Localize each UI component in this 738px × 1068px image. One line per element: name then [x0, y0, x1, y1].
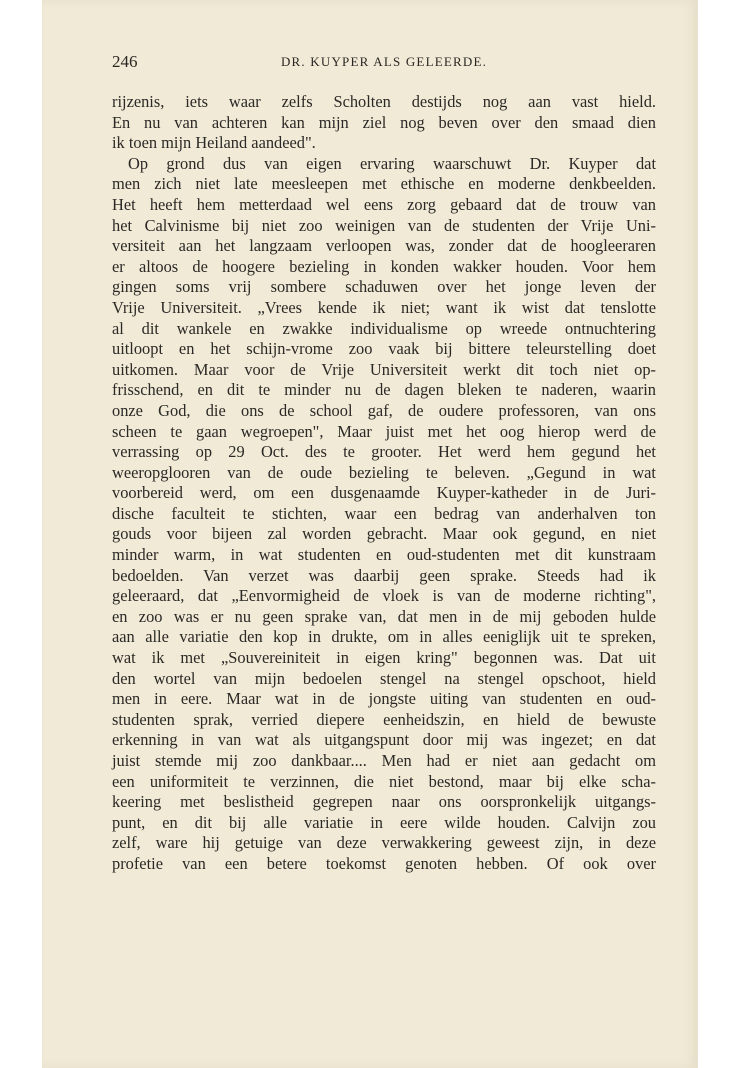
text-line: bedoelden. Van verzet was daarbij geen sprake. Steeds had ik: [112, 565, 656, 585]
text-line: versiteit aan het langzaam verloopen was, zonder dat de hoogleeraren: [112, 236, 656, 256]
text-line: En nu van achteren kan mijn ziel nog beven over den smaad dien: [112, 112, 656, 132]
text-line: onze God, die ons de school gaf, de oudere professoren, van ons: [112, 400, 656, 420]
text-line: ik toen mijn Heiland aandeed".: [112, 133, 316, 153]
text-line: een uniformiteit te verzinnen, die niet bestond, maar bij elke scha-: [112, 771, 656, 791]
text-line: uitkomen. Maar voor de Vrije Universiteit werkt dit toch niet op-: [112, 359, 656, 379]
text-line: frisschend, en dit te minder nu de dagen bleken te naderen, waarin: [112, 380, 656, 400]
text-line: uitloopt en het schijn-vrome zoo vaak bij bittere teleurstelling doet: [112, 339, 656, 359]
body-text: [112, 92, 656, 875]
text-line: juist stemde mij zoo dankbaar.... Men had er niet aan gedacht om: [112, 751, 656, 770]
text-line: den wortel van mijn bedoelen stengel na stengel opschoot, hield: [112, 668, 656, 688]
page-number: 246: [112, 52, 138, 71]
text-line: er altoos de hoogere bezieling in konden wakker houden. Voor hem: [112, 256, 656, 276]
text-line: het Calvinisme bij niet zoo weinigen van de studenten der Vrije Uni-: [112, 215, 656, 235]
text-line: verrassing op 29 Oct. des te grooter. Het werd hem gegund het: [112, 442, 656, 462]
text-line: weeropglooren van de oude bezieling te beleven. „Gegund in wat: [112, 462, 656, 482]
text-line: voorbereid werd, om een dusgenaamde Kuyper-katheder in de Juri-: [112, 483, 656, 503]
text-line: studenten sprak, verried diepere eenheidszin, en hield de bewuste: [112, 709, 656, 729]
text-line: Vrije Universiteit. „Vrees kende ik niet; want ik wist dat tenslotte: [112, 297, 656, 317]
running-title: DR. KUYPER ALS GELEERDE.: [280, 54, 488, 69]
text-line: Op grond dus van eigen ervaring waarschuwt Dr. Kuyper dat: [128, 153, 656, 173]
text-line: profetie van een betere toekomst genoten hebben. Of ook over: [112, 853, 656, 873]
text-line: dische faculteit te stichten, waar een bedrag van anderhalven ton: [112, 503, 656, 523]
text-line: geleeraard, dat „Eenvormigheid de vloek is van de moderne richting",: [112, 586, 656, 606]
text-line: gingen soms vrij sombere schaduwen over het jonge leven der: [112, 277, 656, 297]
text-line: minder warm, in wat studenten en oud-studenten met dit kunstraam: [112, 545, 656, 565]
text-line: keering met beslistheid gegrepen naar ons oorspronkelijk uitgangs-: [112, 792, 656, 812]
text-line: en zoo was er nu geen sprake van, dat men in de mij geboden hulde: [112, 606, 656, 626]
text-line: Het heeft hem metterdaad wel eens zorg gebaard dat de trouw van: [112, 194, 656, 214]
text-line: men in eere. Maar wat in de jongste uiting van studenten en oud-: [112, 689, 656, 709]
text-line: rijzenis, iets waar zelfs Scholten destijds nog aan vast hield.: [112, 92, 656, 111]
text-line: erkenning in van wat als uitgangspunt door mij was ingezet; en dat: [112, 730, 656, 750]
text-line: wat ik met „Souvereiniteit in eigen kring" begonnen was. Dat uit: [112, 648, 656, 668]
text-line: aan alle variatie den kop in drukte, om in alles eeniglijk uit te spreken,: [112, 627, 656, 647]
text-line: men zich niet late meesleepen met ethische en moderne denkbeelden.: [112, 174, 656, 194]
text-line: punt, en dit bij alle variatie in eere wilde houden. Calvijn zou: [112, 812, 656, 832]
text-line: al dit wankele en zwakke individualisme op wreede ontnuchtering: [112, 318, 656, 338]
text-line: scheen te gaan wegroepen", Maar juist met het oog hierop werd de: [112, 421, 656, 441]
page-header: [112, 52, 656, 76]
text-line: gouds voor bijeen zal worden gebracht. Maar ook gegund, en niet: [112, 524, 656, 544]
text-line: zelf, ware hij getuige van deze verwakkering geweest zijn, in deze: [112, 833, 656, 853]
